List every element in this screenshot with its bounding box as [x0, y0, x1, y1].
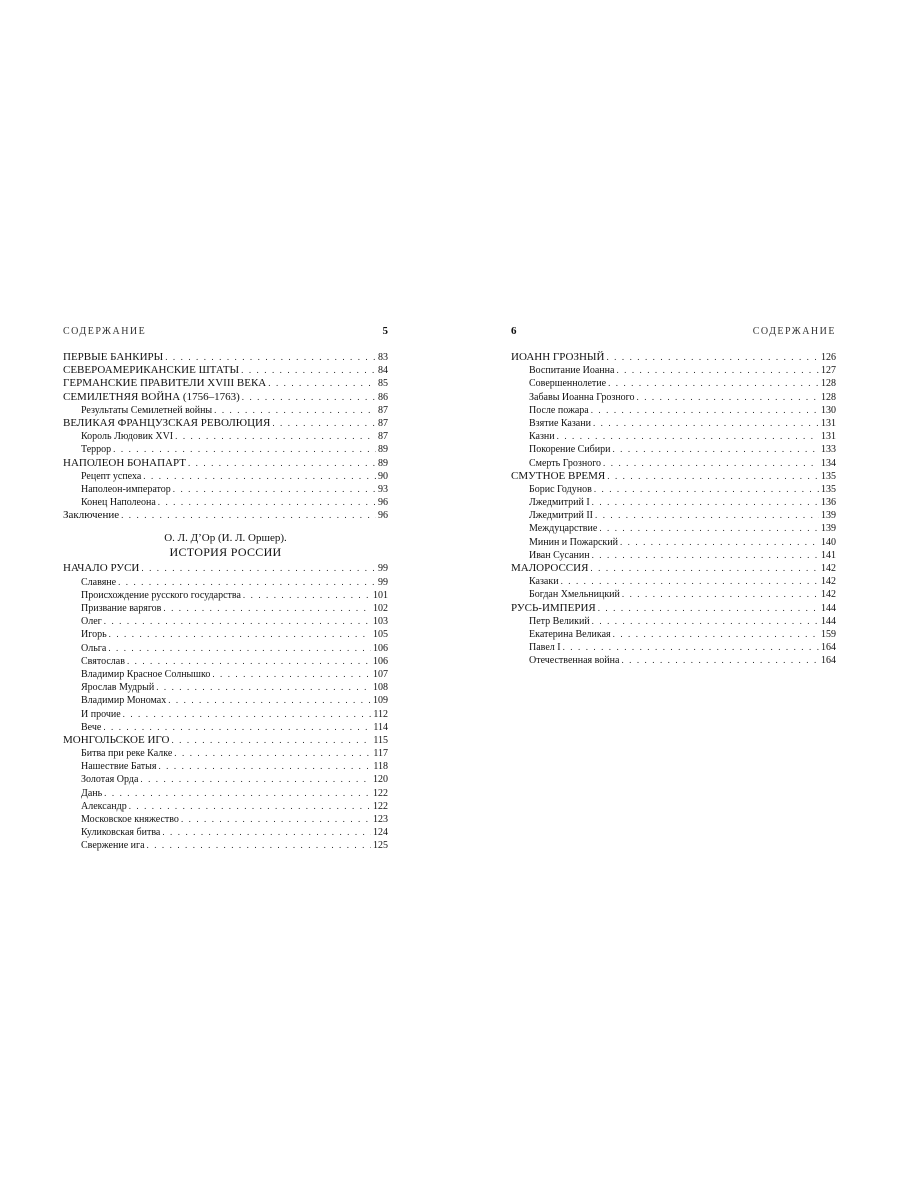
toc-entry-page: 142	[821, 576, 836, 588]
dot-leader	[113, 443, 376, 456]
toc-entry	[63, 589, 388, 602]
dot-leader	[606, 351, 819, 364]
dot-leader	[175, 430, 376, 443]
toc-entry-page: 118	[373, 761, 388, 773]
toc-entry-page: 99	[378, 563, 388, 575]
toc-entry-page: 120	[373, 774, 388, 786]
dot-leader	[214, 404, 376, 417]
toc-entry-title: ИОАНН ГРОЗНЫЙ	[511, 351, 605, 363]
dot-leader	[241, 364, 376, 377]
running-head-title: СОДЕРЖАНИЕ	[752, 326, 836, 337]
toc-entry-page: 85	[378, 378, 388, 390]
toc-entry-page: 125	[373, 840, 388, 852]
dot-leader	[242, 391, 376, 404]
toc-entry	[63, 430, 388, 443]
toc-entry-title: Отечественная война	[529, 655, 620, 667]
toc-entry	[63, 773, 388, 786]
toc-entry	[511, 628, 836, 641]
toc-entry-page: 109	[373, 695, 388, 707]
toc-list-left-b	[63, 562, 388, 852]
dot-leader	[212, 668, 371, 681]
toc-entry	[511, 549, 836, 562]
toc-entry-title: СЕВЕРОАМЕРИКАНСКИЕ ШТАТЫ	[63, 364, 240, 377]
toc-entry-title: Результаты Семилетней войны	[81, 404, 213, 416]
toc-entry-title: Король Людовик XVI	[81, 431, 174, 443]
toc-entry-title: Лжедмитрий II	[529, 510, 593, 522]
toc-entry-page: 96	[378, 497, 388, 509]
toc-entry-title: Битва при реке Калке	[81, 748, 173, 760]
toc-entry	[511, 615, 836, 628]
toc-entry-title: Происхождение русского государства	[81, 589, 241, 601]
toc-entry-title: Павел I	[529, 642, 561, 654]
toc-entry-title: НАПОЛЕОН БОНАПАРТ	[63, 456, 186, 469]
dot-leader	[188, 457, 376, 470]
dot-leader	[637, 391, 819, 404]
toc-entry	[63, 562, 388, 575]
toc-entry-title: Ярослав Мудрый	[81, 682, 155, 694]
toc-entry-title: Конец Наполеона	[81, 497, 156, 509]
toc-entry-title: Лжедмитрий I	[529, 497, 590, 509]
toc-entry-page: 159	[821, 628, 836, 640]
toc-entry-page: 130	[821, 404, 836, 416]
toc-entry	[511, 443, 836, 456]
toc-entry-page: 115	[373, 734, 388, 746]
toc-entry-page: 87	[378, 431, 388, 443]
toc-entry	[63, 351, 388, 364]
dot-leader	[165, 351, 376, 364]
dot-leader	[109, 628, 371, 641]
toc-entry-page: 108	[373, 682, 388, 694]
author-name: О. Л. Д’Ор (И. Л. Оршер).	[164, 532, 287, 545]
toc-entry	[63, 404, 388, 417]
toc-entry-title: Рецепт успеха	[81, 470, 142, 482]
toc-entry	[511, 483, 836, 496]
toc-entry-page: 142	[821, 563, 836, 574]
dot-leader	[592, 496, 819, 509]
toc-entry-page: 133	[821, 444, 836, 456]
toc-entry-page: 142	[821, 589, 836, 601]
toc-entry	[63, 628, 388, 641]
toc-entry-page: 139	[821, 523, 836, 535]
toc-entry	[63, 681, 388, 694]
running-head-title: СОДЕРЖАНИЕ	[63, 326, 147, 337]
dot-leader	[607, 470, 819, 483]
dot-leader	[621, 654, 819, 667]
toc-entry-title: Казаки	[529, 576, 559, 588]
toc-entry-page: 126	[821, 352, 836, 363]
dot-leader	[173, 483, 376, 496]
toc-entry-title: ГЕРМАНСКИЕ ПРАВИТЕЛИ XVIII ВЕКА	[63, 377, 267, 390]
toc-entry-page: 135	[821, 470, 836, 482]
toc-entry-page: 106	[373, 642, 388, 654]
toc-entry	[63, 364, 388, 377]
toc-entry-title: Иван Сусанин	[529, 549, 590, 561]
toc-entry-page: 83	[378, 352, 388, 363]
toc-entry-page: 127	[821, 365, 836, 377]
toc-entry-page: 105	[373, 629, 388, 641]
dot-leader	[591, 404, 819, 417]
toc-entry-title: СМУТНОЕ ВРЕМЯ	[511, 469, 606, 482]
toc-entry	[63, 734, 388, 747]
toc-entry	[511, 496, 836, 509]
dot-leader	[147, 839, 371, 852]
dot-leader	[592, 615, 819, 628]
toc-entry-page: 99	[378, 576, 388, 588]
toc-entry-title: Богдан Хмельницкий	[529, 589, 620, 601]
dot-leader	[140, 773, 371, 786]
toc-entry	[511, 377, 836, 390]
dot-leader	[163, 602, 371, 615]
toc-entry-title: Вече	[81, 721, 102, 733]
toc-entry-page: 128	[821, 378, 836, 390]
toc-entry-page: 96	[378, 510, 388, 522]
toc-entry-title: РУСЬ-ИМПЕРИЯ	[511, 601, 596, 614]
toc-entry-page: 136	[821, 497, 836, 509]
toc-entry	[511, 509, 836, 522]
right-page	[511, 325, 836, 668]
toc-entry-page: 86	[378, 391, 388, 403]
toc-list-left-a	[63, 351, 388, 522]
toc-entry-title: Покорение Сибири	[529, 444, 611, 456]
toc-entry	[511, 602, 836, 615]
toc-entry-page: 140	[821, 536, 836, 548]
dot-leader	[599, 522, 819, 535]
toc-entry-page: 144	[821, 615, 836, 627]
dot-leader	[608, 377, 819, 390]
toc-entry	[63, 457, 388, 470]
toc-entry-title: После пожара	[529, 404, 589, 416]
toc-entry-title: Борис Годунов	[529, 483, 592, 495]
toc-entry-title: Александр	[81, 800, 127, 812]
toc-entry-title: Ольга	[81, 642, 107, 654]
toc-entry-page: 122	[373, 800, 388, 812]
dot-leader	[622, 588, 819, 601]
toc-entry	[63, 668, 388, 681]
toc-entry-page: 123	[373, 814, 388, 825]
toc-entry-title: Междуцарствие	[529, 523, 598, 535]
toc-entry-title: Нашествие Батыя	[81, 761, 157, 773]
toc-entry-title: Куликовская битва	[81, 827, 161, 839]
toc-entry-title: Владимир Мономах	[81, 695, 167, 707]
toc-entry	[63, 826, 388, 839]
dot-leader	[158, 760, 371, 773]
toc-entry	[63, 417, 388, 430]
dot-leader	[123, 708, 372, 721]
toc-entry	[511, 536, 836, 549]
toc-entry	[63, 800, 388, 813]
dot-leader	[593, 417, 819, 430]
toc-entry-page: 164	[821, 642, 836, 654]
toc-entry	[63, 576, 388, 589]
toc-entry-page: 131	[821, 417, 836, 429]
toc-entry-title: Террор	[81, 444, 112, 456]
toc-entry	[63, 813, 388, 826]
toc-entry	[63, 655, 388, 668]
toc-entry-page: 122	[373, 787, 388, 799]
toc-entry	[63, 443, 388, 456]
dot-leader	[158, 496, 376, 509]
toc-entry-title: МОНГОЛЬСКОЕ ИГО	[63, 733, 170, 746]
dot-leader	[143, 470, 376, 483]
toc-entry	[63, 602, 388, 615]
page-number: 6	[511, 325, 517, 337]
dot-leader	[103, 721, 371, 734]
toc-entry-title: Екатерина Великая	[529, 628, 611, 640]
toc-entry-page: 117	[373, 748, 388, 760]
toc-entry	[63, 839, 388, 852]
dot-leader	[612, 443, 819, 456]
dot-leader	[272, 417, 376, 430]
toc-entry-title: ПЕРВЫЕ БАНКИРЫ	[63, 351, 164, 363]
toc-entry-page: 102	[373, 603, 388, 614]
dot-leader	[563, 641, 819, 654]
dot-leader	[620, 536, 819, 549]
book-title: ИСТОРИЯ РОССИИ	[169, 545, 282, 560]
toc-entry	[63, 787, 388, 800]
toc-entry-page: 106	[373, 655, 388, 667]
toc-entry-title: Забавы Иоанна Грозного	[529, 391, 635, 403]
toc-entry-page: 112	[373, 708, 388, 720]
toc-entry-title: Славяне	[81, 576, 117, 588]
toc-entry	[63, 615, 388, 628]
dot-leader	[243, 589, 371, 602]
toc-entry-title: Владимир Красное Солнышко	[81, 668, 211, 680]
dot-leader	[171, 734, 371, 747]
toc-entry-page: 107	[373, 668, 388, 680]
dot-leader	[168, 694, 371, 707]
right-running-head	[511, 325, 836, 337]
toc-entry-title: Совершеннолетие	[529, 378, 607, 390]
toc-entry-title: Казни	[529, 431, 555, 443]
toc-entry-page: 87	[378, 404, 388, 416]
dot-leader	[127, 655, 371, 668]
toc-entry-title: Петр Великий	[529, 615, 590, 627]
toc-entry-page: 135	[821, 483, 836, 495]
toc-entry-title: Взятие Казани	[529, 417, 591, 429]
toc-entry-page: 90	[378, 470, 388, 482]
toc-entry	[511, 364, 836, 377]
toc-entry-page: 89	[378, 444, 388, 456]
toc-entry-title: Игорь	[81, 629, 107, 641]
toc-entry-title: Заключение	[63, 509, 120, 522]
toc-entry-title: СЕМИЛЕТНЯЯ ВОЙНА (1756–1763)	[63, 390, 240, 403]
dot-leader	[268, 377, 376, 390]
toc-entry	[63, 496, 388, 509]
page-number: 5	[382, 325, 388, 337]
toc-entry	[63, 391, 388, 404]
toc-entry	[511, 575, 836, 588]
toc-entry	[511, 641, 836, 654]
toc-entry	[511, 391, 836, 404]
toc-entry-page: 87	[378, 417, 388, 429]
dot-leader	[603, 457, 819, 470]
toc-entry-title: Святослав	[81, 655, 125, 667]
toc-entry	[511, 522, 836, 535]
toc-entry-title: Свержение ига	[81, 840, 145, 852]
toc-entry-page: 139	[821, 510, 836, 522]
dot-leader	[557, 430, 819, 443]
toc-entry-page: 103	[373, 616, 388, 628]
toc-entry-title: Смерть Грозного	[529, 457, 602, 469]
toc-entry-title: И прочие	[81, 708, 121, 720]
toc-entry	[511, 351, 836, 364]
toc-entry-page: 134	[821, 457, 836, 469]
toc-entry	[63, 470, 388, 483]
dot-leader	[174, 747, 371, 760]
toc-entry	[63, 760, 388, 773]
toc-entry	[63, 747, 388, 760]
toc-entry-page: 124	[373, 827, 388, 839]
toc-entry	[511, 588, 836, 601]
toc-entry-title: Призвание варягов	[81, 603, 162, 614]
toc-entry	[63, 708, 388, 721]
toc-entry	[63, 483, 388, 496]
dot-leader	[592, 549, 819, 562]
toc-entry-title: Дань	[81, 787, 103, 799]
dot-leader	[104, 787, 371, 800]
dot-leader	[561, 575, 819, 588]
dot-leader	[598, 602, 819, 615]
dot-leader	[141, 562, 376, 575]
dot-leader	[108, 642, 371, 655]
toc-entry	[63, 509, 388, 522]
toc-entry	[63, 694, 388, 707]
toc-entry-title: Наполеон-император	[81, 483, 171, 495]
dot-leader	[595, 509, 819, 522]
toc-entry-page: 128	[821, 391, 836, 403]
toc-entry-page: 89	[378, 457, 388, 469]
dot-leader	[590, 562, 819, 575]
toc-entry-page: 114	[373, 721, 388, 733]
dot-leader	[121, 509, 376, 522]
toc-entry-page: 84	[378, 365, 388, 377]
dot-leader	[156, 681, 371, 694]
toc-entry-page: 101	[373, 589, 388, 601]
toc-entry-title: Московское княжество	[81, 814, 179, 825]
toc-entry-page: 131	[821, 431, 836, 443]
toc-entry-page: 93	[378, 483, 388, 495]
toc-entry-title: НАЧАЛО РУСИ	[63, 562, 140, 575]
toc-entry	[63, 642, 388, 655]
toc-entry-title: МАЛОРОССИЯ	[511, 562, 589, 574]
dot-leader	[613, 628, 819, 641]
toc-entry	[511, 404, 836, 417]
left-running-head	[63, 325, 388, 337]
toc-list-right	[511, 351, 836, 668]
toc-entry	[511, 654, 836, 667]
toc-entry	[511, 470, 836, 483]
toc-entry-title: Олег	[81, 616, 102, 628]
toc-entry-page: 144	[821, 602, 836, 614]
dot-leader	[616, 364, 819, 377]
book-heading	[63, 531, 388, 559]
dot-leader	[181, 813, 371, 826]
toc-entry-page: 164	[821, 655, 836, 667]
toc-entry	[511, 562, 836, 575]
toc-entry-page: 141	[821, 549, 836, 561]
toc-entry-title: Минин и Пожарский	[529, 536, 618, 548]
left-page	[63, 325, 388, 853]
toc-entry-title: Воспитание Иоанна	[529, 365, 615, 377]
dot-leader	[129, 800, 371, 813]
toc-entry	[511, 457, 836, 470]
toc-entry	[63, 721, 388, 734]
dot-leader	[104, 615, 371, 628]
toc-entry	[63, 377, 388, 390]
dot-leader	[594, 483, 819, 496]
toc-entry-title: Золотая Орда	[81, 774, 139, 786]
dot-leader	[162, 826, 371, 839]
toc-entry-title: ВЕЛИКАЯ ФРАНЦУЗСКАЯ РЕВОЛЮЦИЯ	[63, 416, 271, 429]
dot-leader	[118, 576, 376, 589]
toc-entry	[511, 430, 836, 443]
toc-entry	[511, 417, 836, 430]
